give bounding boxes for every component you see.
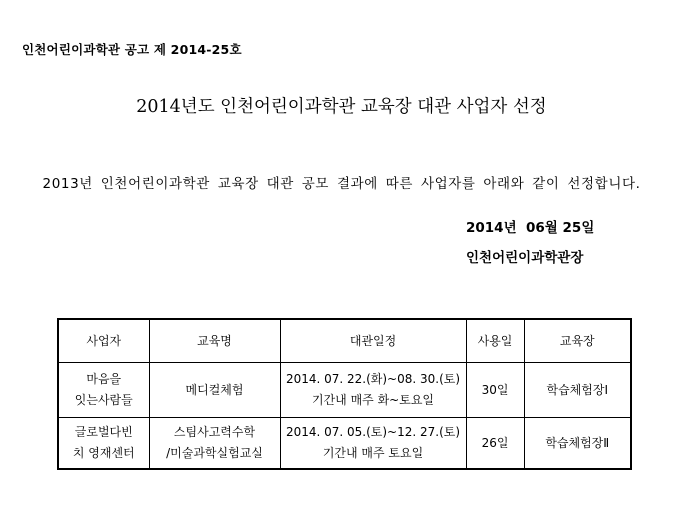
schedule-line: 기간내 매주 화~토요일 [311, 393, 434, 407]
column-header-operator: 사업자 [58, 319, 149, 363]
venue-cell: 학습체험장Ⅰ [524, 363, 631, 418]
schedule-line: 기간내 매주 토요일 [322, 446, 424, 460]
program-line: 메디컬체험 [185, 382, 244, 397]
operator-line: 글로벌다빈 [74, 425, 133, 439]
schedule-line: 2014. 07. 05.(토)~12. 27.(토) [285, 425, 461, 439]
program-cell [149, 363, 280, 418]
announcement-date: 2014년 06월 25일 [466, 220, 595, 236]
document-title: 2014년도 인천어린이과학관 교육장 대관 사업자 선정 [136, 97, 547, 117]
selection-table [57, 318, 632, 470]
program-line: 스팀사고력수학 [173, 425, 256, 439]
table-row [58, 418, 631, 470]
operator-line: 치 영재센터 [72, 446, 135, 460]
issuer-name: 인천어린이과학관장 [466, 250, 584, 266]
program-cell [149, 418, 280, 470]
table-header-row [58, 319, 631, 363]
operator-cell [58, 418, 149, 470]
column-header-days: 사용일 [466, 319, 524, 363]
operator-cell [58, 363, 149, 418]
schedule-cell [280, 418, 466, 470]
days-cell: 30일 [466, 363, 524, 418]
days-cell: 26일 [466, 418, 524, 470]
table-row [58, 363, 631, 418]
program-line: /미술과학실험교실 [166, 446, 263, 460]
column-header-venue: 교육장 [524, 319, 631, 363]
announcement-text: 2013년 인천어린이과학관 교육장 대관 공모 결과에 따른 사업자를 아래와 같이 선정합니다. [42, 176, 641, 192]
column-header-schedule: 대관일정 [280, 319, 466, 363]
operator-line: 잇는사람들 [74, 393, 133, 407]
notice-number: 인천어린이과학관 공고 제 2014-25호 [22, 42, 242, 57]
venue-cell: 학습체험장Ⅱ [524, 418, 631, 470]
operator-line: 마음을 [86, 372, 122, 386]
schedule-cell [280, 363, 466, 418]
schedule-line: 2014. 07. 22.(화)~08. 30.(토) [285, 372, 461, 386]
column-header-program: 교육명 [149, 319, 280, 363]
